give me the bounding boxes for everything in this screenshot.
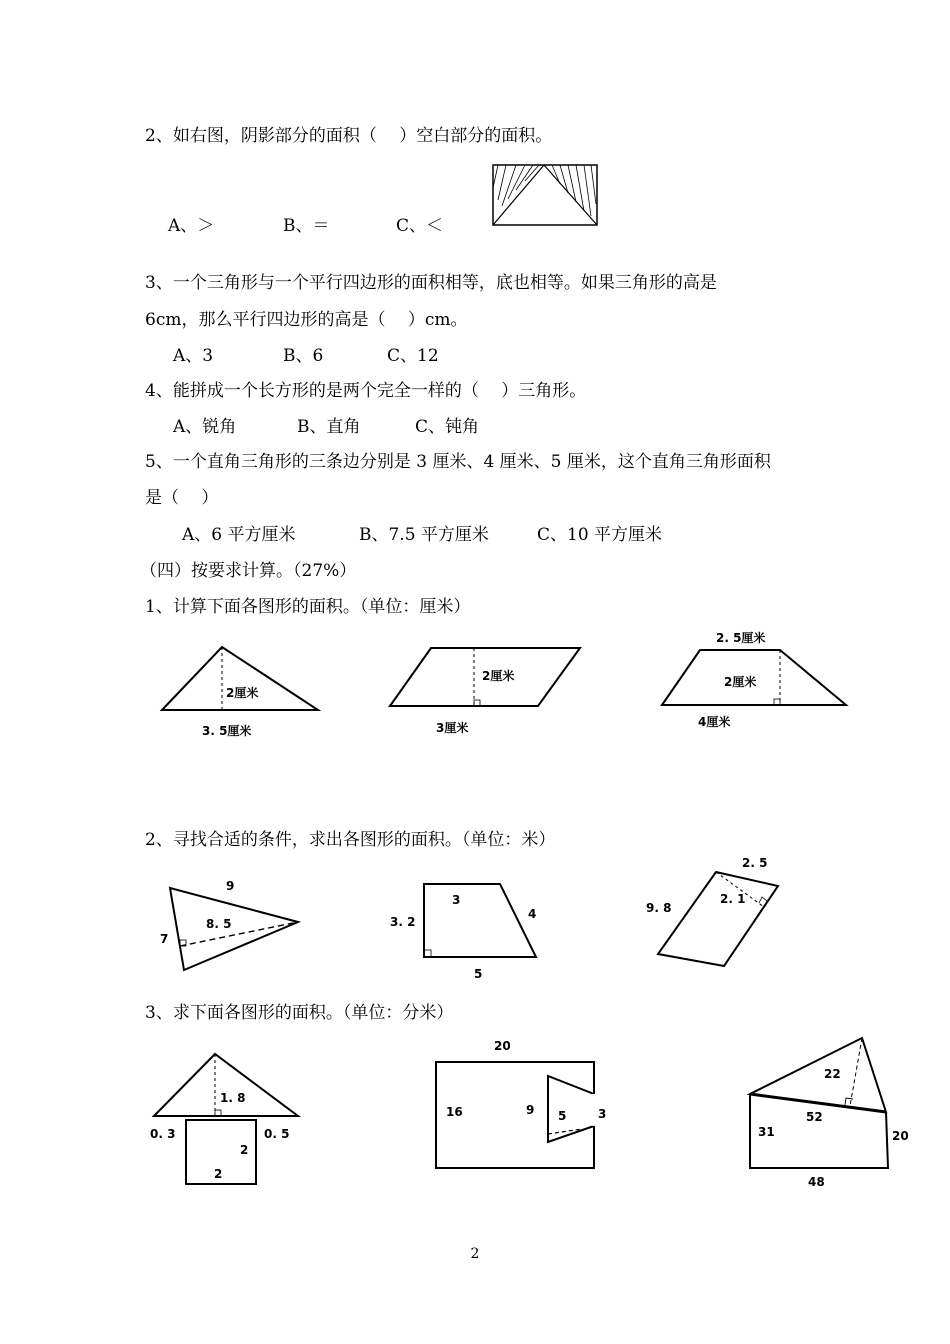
part-2-title: 2、寻找合适的条件，求出各图形的面积。（单位：米） (145, 830, 556, 850)
p1-parallelogram-figure (388, 646, 584, 738)
q3-option-b: B、6 (283, 346, 324, 366)
question-5-text-line1: 5、一个直角三角形的三条边分别是 3 厘米、4 厘米、5 厘米，这个直角三角形面积 (145, 452, 771, 472)
p3-comp-hyp-label: 52 (806, 1110, 823, 1124)
question-3-text-line1: 3、一个三角形与一个平行四边形的面积相等，底也相等。如果三角形的高是 (145, 273, 717, 293)
q5-option-c: C、10 平方厘米 (537, 525, 663, 545)
p2-para-side-label: 9. 8 (646, 901, 672, 915)
q5-option-b: B、7.5 平方厘米 (359, 525, 489, 545)
p1-trap-height-label: 2厘米 (724, 675, 757, 689)
p3-comp-tri-height-label: 22 (824, 1067, 841, 1081)
q3-option-a: A、3 (173, 346, 214, 366)
p2-trap-left-label: 3. 2 (390, 915, 416, 929)
question-3-text-line2: 6cm，那么平行四边形的高是（ ）cm。 (145, 310, 468, 330)
q4-option-c: C、钝角 (415, 417, 480, 437)
p3-notch-depth-label: 9 (526, 1103, 535, 1117)
q3-option-c: C、12 (387, 346, 439, 366)
p2-trap-bottom-label: 5 (474, 967, 483, 981)
p1-para-height-label: 2厘米 (482, 669, 515, 683)
p2-tri-height-label: 8. 5 (206, 917, 232, 931)
part-1-title: 1、计算下面各图形的面积。（单位：厘米） (145, 597, 471, 617)
q4-option-b: B、直角 (297, 417, 361, 437)
page-number: 2 (470, 1246, 480, 1262)
p2-triangle-figure (158, 876, 304, 974)
p3-notch-inner-label: 5 (558, 1109, 567, 1123)
p3-rect-left-label: 16 (446, 1105, 463, 1119)
question-5-text-line2: 是（ ） (145, 488, 219, 508)
p2-trapezoid-figure (386, 880, 542, 984)
q2-option-a: A、＞ (168, 216, 215, 236)
p1-trapezoid-figure (660, 626, 850, 738)
p3-comp-left-label: 31 (758, 1125, 775, 1139)
p1-trap-bottom-label: 4厘米 (698, 715, 731, 729)
p3-house-tri-height-label: 1. 8 (220, 1091, 246, 1105)
q2-option-c: C、＜ (396, 216, 444, 236)
section-4-heading: （四）按要求计算。（27%） (140, 561, 357, 581)
p3-house-square-bottom-label: 2 (214, 1167, 223, 1181)
p2-trap-right-label: 4 (528, 907, 537, 921)
p1-tri-base-label: 3. 5厘米 (202, 724, 252, 738)
p2-para-top-label: 2. 5 (742, 856, 768, 870)
p2-tri-top-label: 9 (226, 879, 235, 893)
p2-para-height-label: 2. 1 (720, 892, 746, 906)
part-3-title: 3、求下面各图形的面积。（单位：分米） (145, 1003, 454, 1023)
p1-trap-top-label: 2. 5厘米 (716, 631, 766, 645)
shaded-rectangle-figure (492, 164, 598, 226)
p1-triangle-figure (160, 645, 322, 741)
q2-option-b: B、＝ (283, 216, 330, 236)
q5-option-a: A、6 平方厘米 (182, 525, 296, 545)
p3-house-square-side-label: 2 (240, 1143, 249, 1157)
p3-notched-rectangle-figure (432, 1034, 612, 1172)
p2-parallelogram-figure (642, 852, 784, 972)
question-4-text: 4、能拼成一个长方形的是两个完全一样的（ ）三角形。 (145, 381, 587, 401)
p3-notch-width-label: 3 (598, 1107, 607, 1121)
p2-tri-side-label: 7 (160, 932, 169, 946)
p1-para-base-label: 3厘米 (436, 721, 469, 735)
q4-option-a: A、锐角 (173, 417, 237, 437)
p3-comp-right-label: 20 (892, 1129, 909, 1143)
question-2-text: 2、如右图，阴影部分的面积（ ）空白部分的面积。 (145, 126, 553, 146)
p3-composite-figure (748, 1034, 918, 1194)
p2-trap-top-label: 3 (452, 893, 461, 907)
p3-house-figure (148, 1050, 306, 1190)
p3-comp-bottom-label: 48 (808, 1175, 825, 1189)
p3-rect-top-label: 20 (494, 1039, 511, 1053)
p1-tri-height-label: 2厘米 (226, 686, 259, 700)
p3-house-left-label: 0. 3 (150, 1127, 176, 1141)
p3-house-right-label: 0. 5 (264, 1127, 290, 1141)
